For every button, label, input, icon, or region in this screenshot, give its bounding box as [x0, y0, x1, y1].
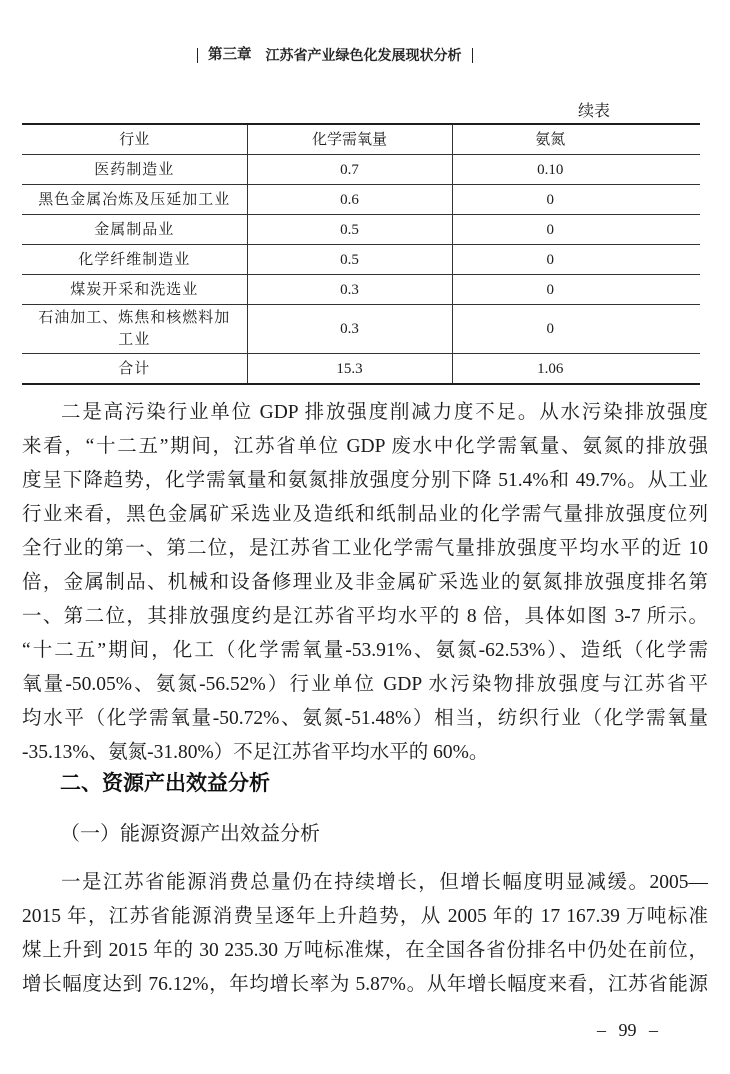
industry-cell: 黑色金属冶炼及压延加工业 [22, 185, 247, 215]
table-row [22, 275, 700, 305]
paragraph-line: 增长幅度达到 76.12%，年均增长率为 5.87%。从年增长幅度来看，江苏省能源 [22, 974, 708, 995]
paragraph-line: 煤上升到 2015 年的 30 235.30 万吨标准煤，在全国各省份排名中仍处在前位， [22, 940, 708, 961]
paragraph-line: 均水平（化学需氧量-50.72%、氨氮-51.48%）相当，纺织行业（化学需氧量 [22, 708, 708, 729]
cod-cell: 0.3 [247, 275, 452, 305]
table-row [22, 305, 700, 354]
paragraph-line: 一是江苏省能源消费总量仍在持续增长，但增长幅度明显减缓。2005— [61, 872, 708, 893]
column-header-cod: 化学需氧量 [247, 124, 452, 155]
page-number: – 99 – [597, 1020, 658, 1040]
paragraph-line: 度呈下降趋势，化学需氧量和氨氮排放强度分别下降 51.4%和 49.7%。从工业 [22, 470, 708, 491]
industry-cell: 石油加工、炼焦和核燃料加工业 [22, 305, 247, 354]
paragraph-line: 来看，“十二五”期间，江苏省单位 GDP 废水中化学需氧量、氨氮的排放强 [22, 436, 708, 457]
chapter-label: 第三章 [208, 47, 252, 63]
paragraph-line: 倍，金属制品、机械和设备修理业及非金属矿采选业的氨氮排放强度排名第 [22, 572, 708, 593]
running-head-left-rule [197, 48, 198, 63]
paragraph-line: 全行业的第一、第二位，是江苏省工业化学需气量排放强度平均水平的近 10 [22, 538, 708, 559]
running-head [197, 46, 473, 64]
table-row [22, 155, 700, 185]
table-row [22, 245, 700, 275]
paragraph-line: 二是高污染行业单位 GDP 排放强度削减力度不足。从水污染排放强度 [61, 402, 708, 423]
ammonia-nitrogen-cell: 0 [452, 245, 700, 275]
emission-intensity-table [22, 123, 700, 385]
running-head-right-rule [472, 48, 473, 63]
ammonia-nitrogen-cell: 0 [452, 305, 700, 354]
table-row [22, 185, 700, 215]
subsection-heading: （一）能源资源产出效益分析 [60, 821, 320, 845]
ammonia-nitrogen-total-cell: 1.06 [452, 354, 700, 385]
table-header-row [22, 124, 700, 155]
ammonia-nitrogen-cell: 0 [452, 215, 700, 245]
industry-cell: 金属制品业 [22, 215, 247, 245]
column-header-ammonia-nitrogen: 氨氮 [452, 124, 700, 155]
ammonia-nitrogen-cell: 0 [452, 185, 700, 215]
section-heading: 二、资源产出效益分析 [60, 772, 270, 795]
cod-cell: 0.7 [247, 155, 452, 185]
paragraph-line: 行业来看，黑色金属矿采选业及造纸和纸制品业的化学需气量排放强度位列 [22, 504, 708, 525]
cod-total-cell: 15.3 [247, 354, 452, 385]
paragraph-line: “十二五”期间，化工（化学需氧量-53.91%、氨氮-62.53%）、造纸（化学需 [22, 640, 708, 661]
cod-cell: 0.6 [247, 185, 452, 215]
industry-cell: 煤炭开采和洗选业 [22, 275, 247, 305]
cod-cell: 0.5 [247, 215, 452, 245]
industry-cell: 化学纤维制造业 [22, 245, 247, 275]
column-header-industry: 行业 [22, 124, 247, 155]
total-label-cell: 合计 [22, 354, 247, 385]
paragraph-line: 氧量-50.05%、氨氮-56.52%）行业单位 GDP 水污染物排放强度与江苏省平 [22, 674, 708, 695]
table-row [22, 215, 700, 245]
cod-cell: 0.3 [247, 305, 452, 354]
paragraph-pollution-intensity [22, 396, 708, 770]
table-continued-label: 续表 [578, 103, 611, 120]
ammonia-nitrogen-cell: 0 [452, 275, 700, 305]
cod-cell: 0.5 [247, 245, 452, 275]
industry-cell: 医药制造业 [22, 155, 247, 185]
paragraph-line: 2015 年，江苏省能源消费呈逐年上升趋势，从 2005 年的 17 167.39 万吨标准 [22, 906, 708, 927]
chapter-title: 江苏省产业绿色化发展现状分析 [265, 47, 462, 63]
paragraph-line: 一、第二位，其排放强度约是江苏省平均水平的 8 倍，具体如图 3-7 所示。 [22, 606, 708, 627]
ammonia-nitrogen-cell: 0.10 [452, 155, 700, 185]
paragraph-energy-consumption [22, 866, 708, 1002]
table-total-row [22, 354, 700, 385]
paragraph-line: -35.13%、氨氮-31.80%）不足江苏省平均水平的 60%。 [22, 742, 489, 763]
